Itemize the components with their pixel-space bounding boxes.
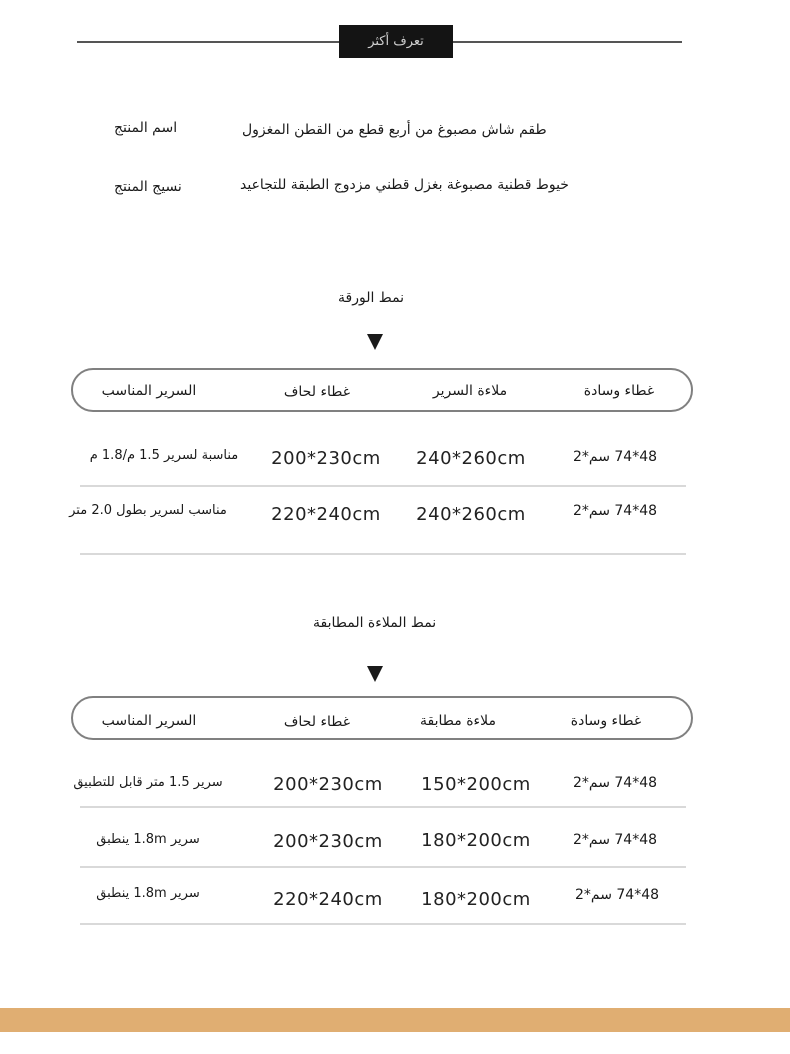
down-arrow-icon <box>367 334 383 350</box>
header-duvet-cover: غطاء لحاف <box>283 384 351 400</box>
sheet-table-header <box>71 368 693 412</box>
table-cell-pillowcase: 48*74 سم*2 <box>574 887 660 903</box>
learn-more-badge[interactable]: تعرف أكثر <box>339 25 453 58</box>
header-suitable-bed: السرير المناسب <box>101 383 197 399</box>
row-divider <box>80 553 686 555</box>
table-cell-bed: سرير 1.8m ينطبق <box>96 886 200 901</box>
table-cell-fitted: 150*200cm <box>421 774 531 795</box>
table-cell-duvet: 220*240cm <box>271 504 381 525</box>
fitted-section-title: نمط الملاءة المطابقة <box>313 615 437 631</box>
table-cell-sheet: 240*260cm <box>416 504 526 525</box>
row-divider <box>80 485 686 487</box>
table-cell-fitted: 180*200cm <box>421 889 531 910</box>
table-cell-bed: سرير 1.5 متر قابل للتطبيق <box>73 775 223 790</box>
product-name-value: طقم شاش مصبوغ من أربع قطع من القطن المغزول <box>242 122 547 138</box>
table-cell-bed: مناسبة لسرير 1.5 م/1.8 م <box>89 448 239 463</box>
table-cell-pillowcase: 48*74 سم*2 <box>572 775 658 791</box>
table-cell-duvet: 220*240cm <box>273 889 383 910</box>
product-fabric-label: نسيج المنتج <box>114 179 182 195</box>
product-fabric-value: خيوط قطنية مصبوغة بغزل قطني مزدوج الطبقة للتجاعيد <box>240 177 569 193</box>
table-cell-fitted: 180*200cm <box>421 830 531 851</box>
row-divider <box>80 923 686 925</box>
table-cell-sheet: 240*260cm <box>416 448 526 469</box>
header-bed-sheet: ملاءة السرير <box>432 383 508 399</box>
table-cell-pillowcase: 48*74 سم*2 <box>572 832 658 848</box>
accent-bar <box>0 1008 790 1032</box>
down-arrow-icon <box>367 666 383 682</box>
product-name-label: اسم المنتج <box>114 120 178 136</box>
header-duvet-cover: غطاء لحاف <box>283 714 351 730</box>
table-cell-pillowcase: 48*74 سم*2 <box>572 503 658 519</box>
header-suitable-bed: السرير المناسب <box>101 713 197 729</box>
table-cell-duvet: 200*230cm <box>273 831 383 852</box>
table-cell-pillowcase: 48*74 سم*2 <box>572 449 658 465</box>
table-cell-bed: سرير 1.8m ينطبق <box>96 832 200 847</box>
table-cell-bed: مناسب لسرير بطول 2.0 متر <box>69 503 227 518</box>
table-cell-duvet: 200*230cm <box>273 774 383 795</box>
fitted-table-header <box>71 696 693 740</box>
row-divider <box>80 866 686 868</box>
sheet-section-title: نمط الورقة <box>338 290 405 306</box>
row-divider <box>80 806 686 808</box>
table-cell-duvet: 200*230cm <box>271 448 381 469</box>
header-fitted-sheet: ملاءة مطابقة <box>420 713 496 729</box>
header-pillowcase: غطاء وسادة <box>570 713 642 729</box>
header-pillowcase: غطاء وسادة <box>583 383 655 399</box>
